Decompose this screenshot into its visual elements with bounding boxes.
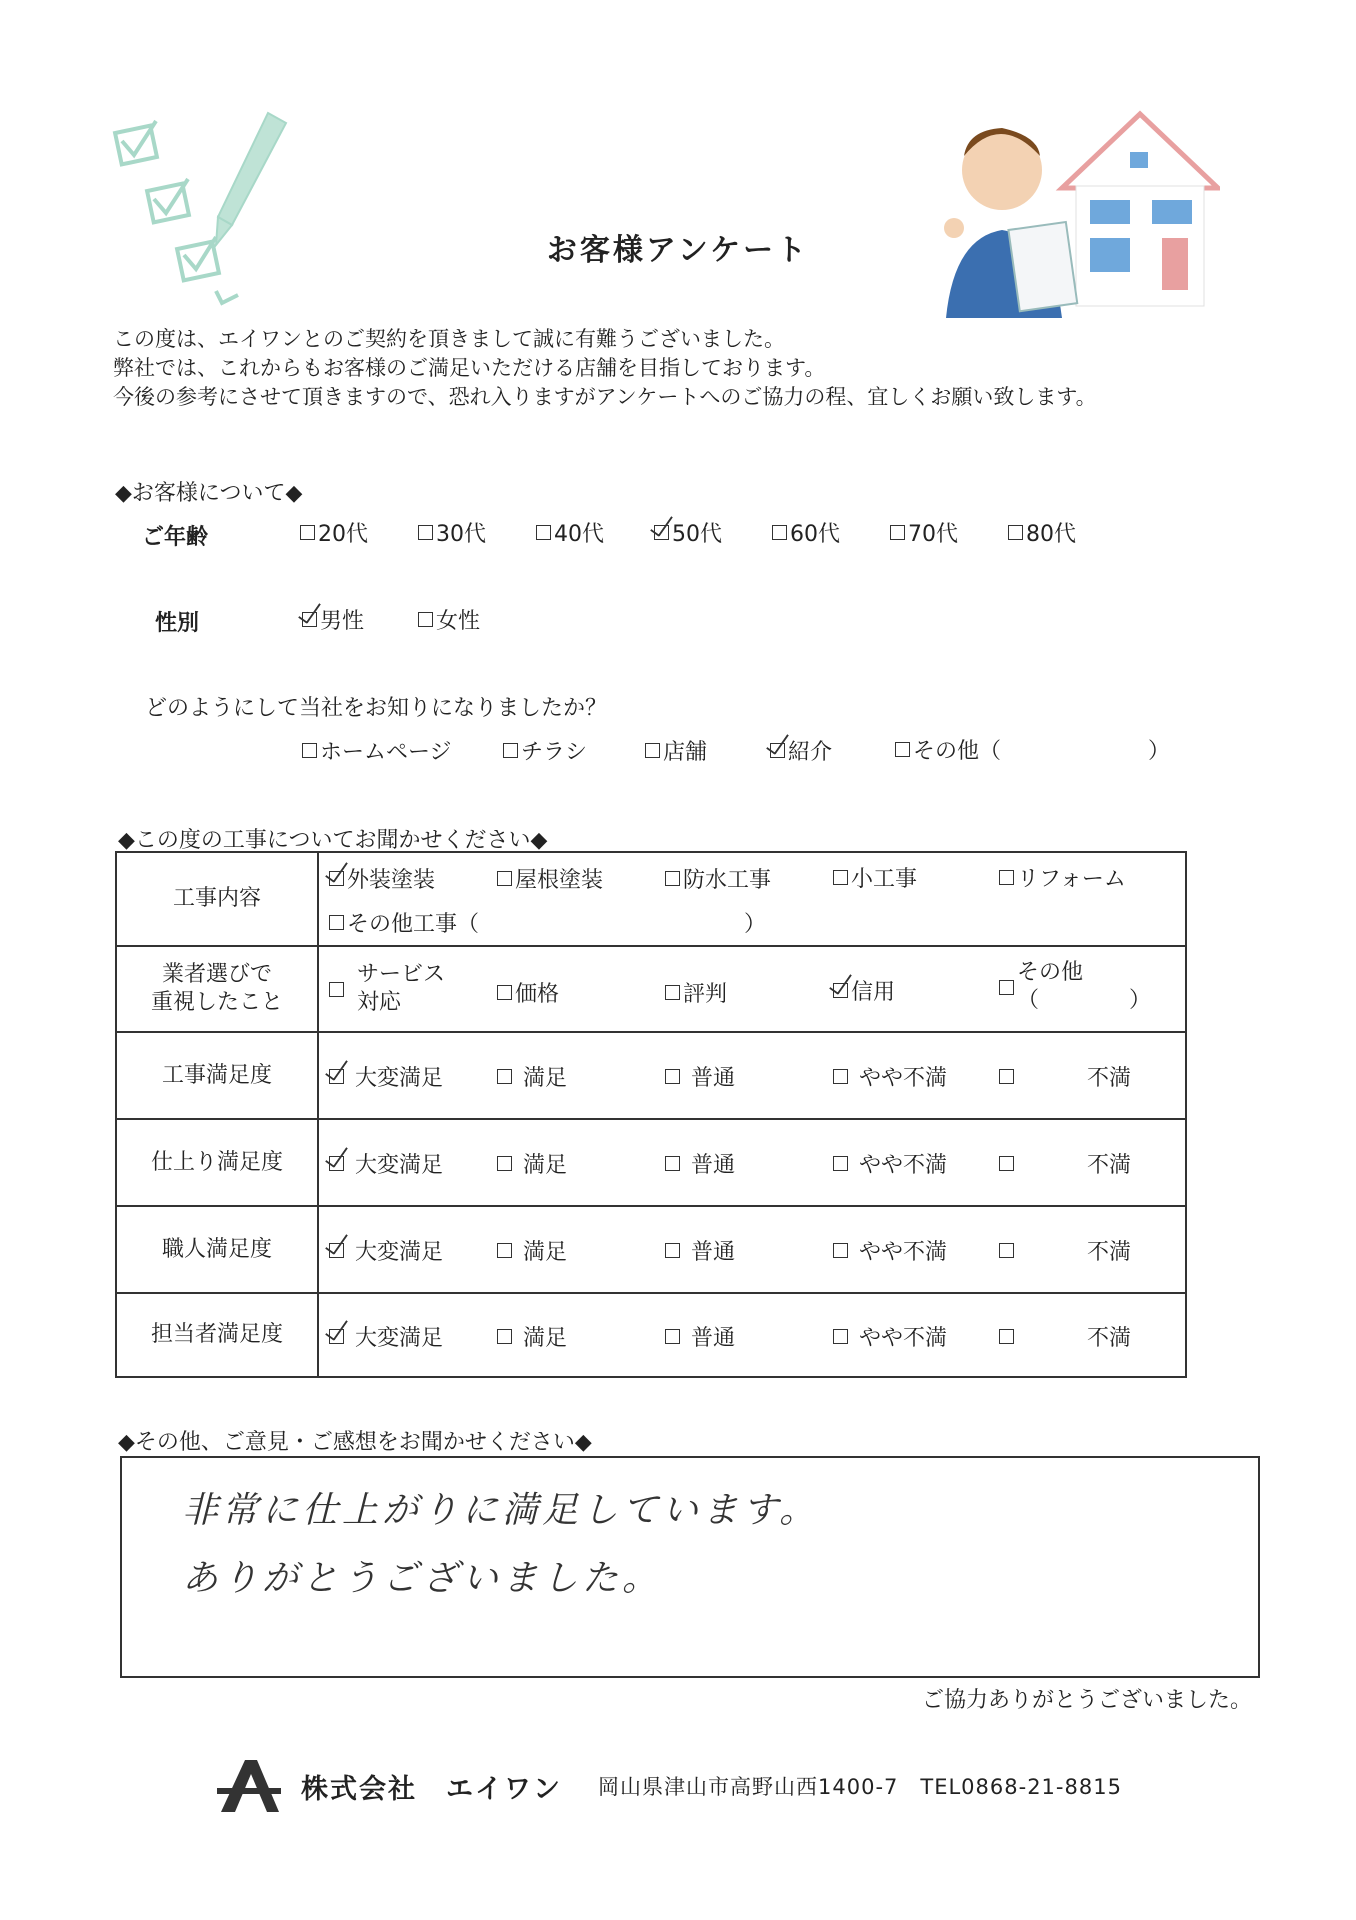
- option-label: やや不満: [859, 1066, 948, 1091]
- rating-choice[interactable]: [833, 1321, 947, 1352]
- checkbox[interactable]: [665, 1069, 680, 1084]
- rating-choice[interactable]: [497, 1061, 567, 1092]
- checkbox[interactable]: [890, 525, 905, 540]
- option-label: 満足: [523, 1153, 568, 1178]
- source-option-store[interactable]: [645, 735, 707, 766]
- checkbox[interactable]: [536, 525, 551, 540]
- option-label: 普通: [691, 1066, 736, 1091]
- checkbox[interactable]: [497, 1329, 512, 1344]
- source-other-close: ）: [1148, 739, 1171, 764]
- checkbox[interactable]: [665, 1156, 680, 1171]
- option-label: リフォーム: [1017, 867, 1126, 892]
- checkbox[interactable]: [329, 915, 344, 930]
- work-option-waterproof[interactable]: [665, 863, 771, 894]
- option-label: 防水工事: [683, 868, 772, 893]
- option-label: [357, 961, 445, 1017]
- thanks-text: ご協力ありがとうございました。: [921, 1688, 1252, 1713]
- option-label: 不満: [1087, 1066, 1132, 1091]
- source-option-flyer[interactable]: [503, 735, 587, 766]
- checkbox[interactable]: [833, 1156, 848, 1171]
- checkbox[interactable]: [497, 1156, 512, 1171]
- option-label: 50代: [672, 522, 722, 547]
- option-label: 価格: [515, 982, 560, 1007]
- gender-option-female[interactable]: [418, 604, 480, 635]
- table-row-rating-finish: [117, 1118, 1185, 1205]
- option-label: 小工事: [851, 867, 918, 892]
- company-address: 岡山県津山市高野山西1400-7 TEL0868-21-8815: [598, 1775, 1122, 1799]
- checkbox[interactable]: [300, 525, 315, 540]
- checkbox-checked[interactable]: [302, 612, 317, 627]
- section-heading-customer: ◆お客様について◆: [115, 481, 303, 506]
- intro-line: 今後の参考にさせて頂きますので、恐れ入りますがアンケートへのご協力の程、宜しくお願い致します。: [113, 385, 1097, 409]
- reason-option-trust[interactable]: [833, 975, 895, 1006]
- checkbox[interactable]: [418, 525, 433, 540]
- checkbox[interactable]: [999, 1243, 1014, 1258]
- salesman-house-illustration: [940, 108, 1220, 318]
- option-label: 不満: [1087, 1326, 1132, 1351]
- checkbox-checked[interactable]: [329, 1156, 344, 1171]
- option-label: やや不満: [859, 1153, 948, 1178]
- checkbox[interactable]: [497, 985, 512, 1000]
- checklist-pen-illustration: [110, 105, 310, 315]
- option-label: やや不満: [859, 1326, 948, 1351]
- checkbox[interactable]: [833, 1069, 848, 1084]
- label-line: その他: [1017, 960, 1084, 985]
- checkbox[interactable]: [772, 525, 787, 540]
- label-line: 重視したこと: [150, 990, 283, 1015]
- work-option-reform[interactable]: [999, 862, 1126, 893]
- source-option-referral[interactable]: [770, 735, 832, 766]
- checkbox-checked[interactable]: [770, 743, 785, 758]
- checkbox[interactable]: [503, 743, 518, 758]
- row-options: [319, 1033, 1185, 1118]
- option-label: [1017, 959, 1151, 1015]
- checkbox[interactable]: [999, 980, 1014, 995]
- row-label: [117, 947, 319, 1031]
- checkbox-checked[interactable]: [329, 1243, 344, 1258]
- rating-choice[interactable]: [999, 1321, 1131, 1352]
- page-title: お客様アンケート: [546, 233, 810, 268]
- option-label: 不満: [1087, 1240, 1132, 1265]
- table-row-work-type: [117, 853, 1185, 945]
- checkbox[interactable]: [999, 1069, 1014, 1084]
- age-option-40[interactable]: [536, 517, 604, 548]
- work-other-close: [744, 907, 766, 938]
- option-label: 大変満足: [355, 1153, 444, 1178]
- checkbox[interactable]: [418, 612, 433, 627]
- age-option-20[interactable]: [300, 517, 368, 548]
- work-option-other[interactable]: [329, 907, 479, 938]
- rating-choice[interactable]: [665, 1148, 735, 1179]
- label-line: サービス: [357, 962, 446, 987]
- option-label: 満足: [523, 1066, 568, 1091]
- rating-choice[interactable]: [329, 1321, 443, 1352]
- table-row-rating-staff: [117, 1292, 1185, 1376]
- age-option-30[interactable]: [418, 517, 486, 548]
- rating-choice[interactable]: [665, 1061, 735, 1092]
- rating-choice[interactable]: [999, 1235, 1131, 1266]
- option-label: チラシ: [521, 740, 588, 765]
- age-option-70[interactable]: [890, 517, 958, 548]
- option-label: 普通: [691, 1326, 736, 1351]
- age-option-80[interactable]: [1008, 517, 1076, 548]
- option-label: 外装塗装: [347, 868, 436, 893]
- option-label: 80代: [1026, 522, 1076, 547]
- checkbox[interactable]: [999, 870, 1014, 885]
- checkbox[interactable]: [833, 870, 848, 885]
- option-label: 不満: [1087, 1153, 1132, 1178]
- section-heading-comments: ◆その他、ご意見・ご感想をお聞かせください◆: [118, 1430, 592, 1455]
- footer: [215, 1758, 1122, 1814]
- option-label: 店舗: [663, 740, 708, 765]
- open-paren: （: [1017, 988, 1040, 1013]
- rating-choice[interactable]: [999, 1148, 1131, 1179]
- rating-choice[interactable]: [329, 1148, 443, 1179]
- handwritten-comment-line: 非常に仕上がりに満足しています。: [182, 1490, 820, 1531]
- option-label: 大変満足: [355, 1326, 444, 1351]
- option-label: 70代: [908, 522, 958, 547]
- work-option-small[interactable]: [833, 862, 917, 893]
- age-option-50[interactable]: [654, 517, 722, 548]
- rating-choice[interactable]: [665, 1321, 735, 1352]
- intro-text: [113, 325, 1097, 412]
- option-label: 女性: [436, 609, 481, 634]
- option-label: 男性: [320, 609, 365, 634]
- checkbox-checked[interactable]: [329, 871, 344, 886]
- rating-choice[interactable]: [833, 1148, 947, 1179]
- checkbox[interactable]: [497, 1069, 512, 1084]
- row-label: 担当者満足度: [117, 1294, 319, 1376]
- row-label: 工事内容: [117, 853, 319, 945]
- checkbox[interactable]: [1008, 525, 1023, 540]
- option-label: その他工事（: [347, 912, 480, 937]
- checkbox[interactable]: [645, 743, 660, 758]
- age-option-60[interactable]: [772, 517, 840, 548]
- work-survey-table: [115, 851, 1187, 1378]
- checkbox[interactable]: [302, 743, 317, 758]
- checkbox-checked[interactable]: [329, 1329, 344, 1344]
- option-label: 60代: [790, 522, 840, 547]
- gender-label: 性別: [155, 611, 200, 636]
- option-label: ホームページ: [320, 740, 452, 765]
- option-label: 紹介: [788, 740, 833, 765]
- checkbox[interactable]: [665, 985, 680, 1000]
- option-label: 満足: [523, 1326, 568, 1351]
- source-option-other[interactable]: [895, 734, 1001, 765]
- checkbox[interactable]: [999, 1329, 1014, 1344]
- row-options: [319, 1294, 1185, 1376]
- option-label: 信用: [851, 980, 896, 1005]
- rating-choice[interactable]: [665, 1235, 735, 1266]
- source-option-homepage[interactable]: [302, 735, 452, 766]
- age-label: ご年齢: [142, 525, 209, 550]
- checkbox[interactable]: [497, 1243, 512, 1258]
- table-row-rating-work: [117, 1031, 1185, 1118]
- rating-choice[interactable]: [329, 1061, 443, 1092]
- rating-choice[interactable]: [497, 1321, 567, 1352]
- checkbox-checked[interactable]: [833, 983, 848, 998]
- table-row-rating-craftsman: [117, 1205, 1185, 1292]
- checkbox[interactable]: [833, 1329, 848, 1344]
- comment-box[interactable]: [120, 1456, 1260, 1678]
- reason-option-service[interactable]: [329, 961, 445, 1017]
- option-label: 20代: [318, 522, 368, 547]
- checkbox[interactable]: [833, 1243, 848, 1258]
- work-option-roof[interactable]: [497, 863, 603, 894]
- rating-choice[interactable]: [833, 1061, 947, 1092]
- option-label: 評判: [683, 982, 728, 1007]
- option-label: やや不満: [859, 1240, 948, 1265]
- row-options: [319, 1207, 1185, 1292]
- intro-line: この度は、エイワンとのご契約を頂きまして誠に有難うございました。: [113, 327, 785, 351]
- source-question: どのようにして当社をお知りになりましたか？: [145, 696, 608, 721]
- option-label: 普通: [691, 1240, 736, 1265]
- rating-choice[interactable]: [497, 1235, 567, 1266]
- checkbox[interactable]: [329, 982, 344, 997]
- section-heading-work: ◆この度の工事についてお聞かせください◆: [118, 828, 548, 853]
- row-options: [319, 1120, 1185, 1205]
- work-option-exterior[interactable]: [329, 863, 435, 894]
- label-line: [1017, 987, 1151, 1015]
- reason-option-other[interactable]: [999, 959, 1151, 1015]
- checkbox[interactable]: [895, 742, 910, 757]
- checkbox[interactable]: [665, 1329, 680, 1344]
- row-options: [319, 947, 1185, 1031]
- checkbox[interactable]: [665, 871, 680, 886]
- option-label: 普通: [691, 1153, 736, 1178]
- row-label: 工事満足度: [117, 1033, 319, 1118]
- checkbox[interactable]: [999, 1156, 1014, 1171]
- checkbox-checked[interactable]: [654, 525, 669, 540]
- reason-option-price[interactable]: [497, 977, 559, 1008]
- label-line: 業者選びで: [161, 962, 272, 987]
- close-paren: ）: [1129, 988, 1152, 1013]
- option-label: 大変満足: [355, 1240, 444, 1265]
- rating-choice[interactable]: [833, 1235, 947, 1266]
- table-row-reason: [117, 945, 1185, 1031]
- intro-line: 弊社では、これからもお客様のご満足いただける店舗を目指しております。: [113, 356, 826, 380]
- rating-choice[interactable]: [497, 1148, 567, 1179]
- row-label: 職人満足度: [117, 1207, 319, 1292]
- company-logo-icon: [215, 1758, 283, 1814]
- option-label: 40代: [554, 522, 604, 547]
- rating-choice[interactable]: [999, 1061, 1131, 1092]
- option-label: 大変満足: [355, 1066, 444, 1091]
- reason-option-reputation[interactable]: [665, 977, 727, 1008]
- rating-choice[interactable]: [329, 1235, 443, 1266]
- row-options: [319, 853, 1185, 945]
- gender-option-male[interactable]: [302, 604, 364, 635]
- handwritten-comment-line: ありがとうございました。: [182, 1558, 663, 1599]
- checkbox[interactable]: [665, 1243, 680, 1258]
- option-label: 屋根塗装: [515, 868, 604, 893]
- row-label: 仕上り満足度: [117, 1120, 319, 1205]
- checkbox-checked[interactable]: [329, 1069, 344, 1084]
- label-line: 対応: [357, 990, 402, 1015]
- option-label: その他（: [913, 739, 1002, 764]
- option-label: 30代: [436, 522, 486, 547]
- checkbox[interactable]: [497, 871, 512, 886]
- option-label: 満足: [523, 1240, 568, 1265]
- company-name: 株式会社 エイワン: [301, 1773, 562, 1805]
- close-paren: ）: [744, 912, 767, 937]
